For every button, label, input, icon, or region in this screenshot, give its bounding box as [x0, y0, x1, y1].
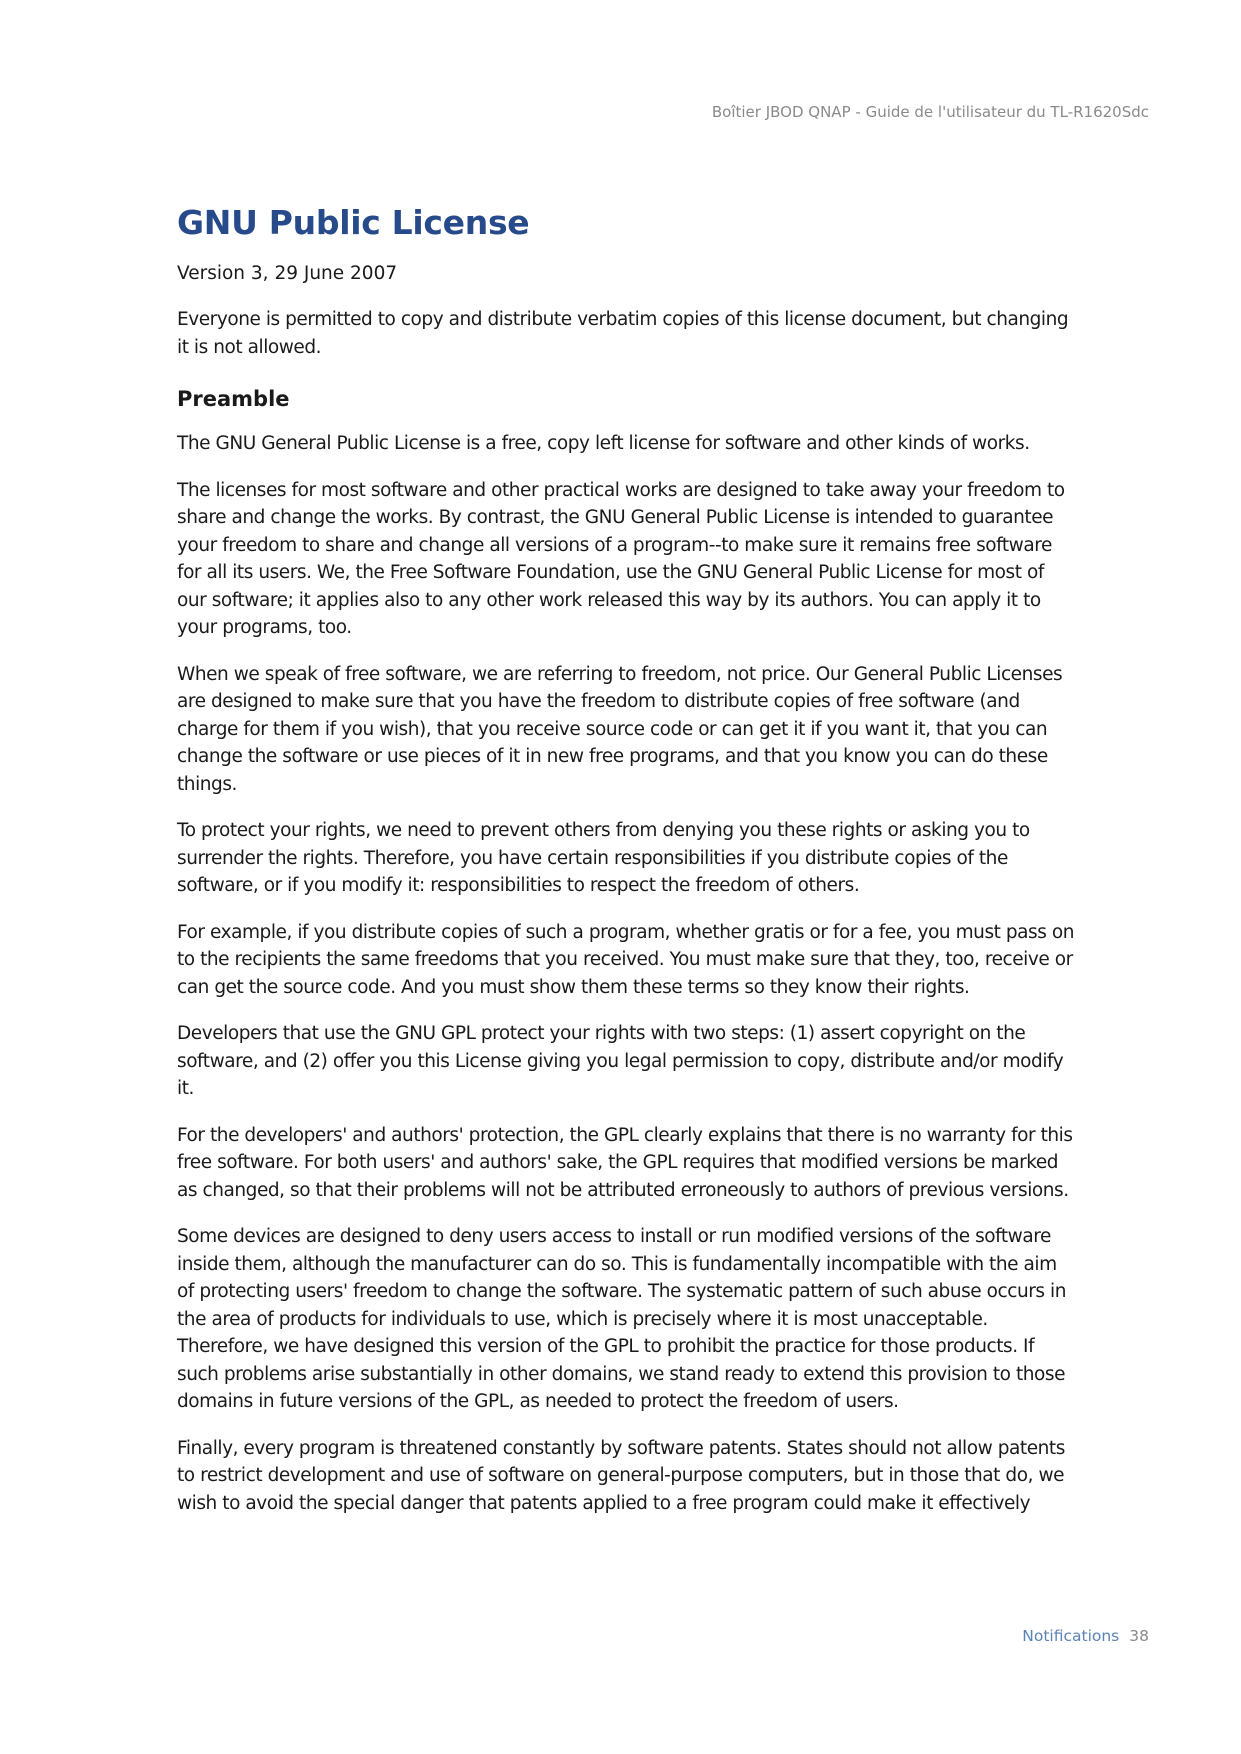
- intro-paragraph: Everyone is permitted to copy and distribute verbatim copies of this license document, but changing it is not allowed.: [177, 309, 1069, 358]
- preamble-paragraph: For the developers' and authors' protection, the GPL clearly explains that there is no warranty for this free software. For both users' and authors' sake, the GPL requires that modified versions be marked as changed, so that their problems will not be attributed erroneously to authors of previous versions.: [177, 1124, 1073, 1201]
- section-heading-preamble: Preamble: [177, 387, 290, 411]
- footer-section-link[interactable]: Notifications: [1022, 1627, 1120, 1645]
- document-title: GNU Public License: [177, 203, 530, 242]
- license-version: Version 3, 29 June 2007: [177, 263, 398, 284]
- preamble-paragraph: The GNU General Public License is a free, copy left license for software and other kinds of works.: [177, 433, 1030, 454]
- running-footer: [1022, 1627, 1149, 1645]
- page-content: [177, 200, 1077, 1517]
- preamble-paragraph: The licenses for most software and other practical works are designed to take away your freedom to share and change the works. By contrast, the GNU General Public License is intended to guarantee your freedom to share and change all versions of a program--to make sure it remains free software for all its users. We, the Free Software Foundation, use the GNU General Public License for most of our software; it applies also to any other work released this way by its authors. You can apply it to your programs, too.: [177, 479, 1065, 638]
- preamble-paragraph: Developers that use the GNU GPL protect your rights with two steps: (1) assert copyright on the software, and (2) offer you this License giving you legal permission to copy, distribute and/or modify it.: [177, 1023, 1064, 1099]
- preamble-paragraph: Finally, every program is threatened constantly by software patents. States should not allow patents to restrict development and use of software on general-purpose computers, but in those that do, we wish to avoid the special danger that patents applied to a free program could make it effectively: [177, 1437, 1065, 1514]
- preamble-paragraph: To protect your rights, we need to prevent others from denying you these rights or asking you to surrender the rights. Therefore, you have certain responsibilities if you distribute copies of the software, or if you modify it: responsibilities to respect the freedom of others.: [177, 820, 1030, 896]
- preamble-paragraph: When we speak of free software, we are referring to freedom, not price. Our General Public Licenses are designed to make sure that you have the freedom to distribute copies of free software (and charge for them if you wish), that you receive source code or can get it if you want it, that you can change the software or use pieces of it in new free programs, and that you know you can do these things.: [177, 663, 1063, 795]
- preamble-paragraph: For example, if you distribute copies of such a program, whether gratis or for a fee, you must pass on to the recipients the same freedoms that you received. You must make sure that they, too, receive or can get the source code. And you must show them these terms so they know their rights.: [177, 921, 1074, 998]
- preamble-paragraph: Some devices are designed to deny users access to install or run modified versions of the software inside them, although the manufacturer can do so. This is fundamentally incompatible with the aim of protecting users' freedom to change the software. The systematic pattern of such abuse occurs in the area of products for individuals to use, which is precisely where it is most unacceptable. Therefore, we have designed this version of the GPL to prohibit the practice for those products. If such problems arise substantially in other domains, we stand ready to extend this provision to those domains in future versions of the GPL, as needed to protect the freedom of users.: [177, 1226, 1066, 1412]
- page-number: 38: [1129, 1627, 1149, 1645]
- running-header: Boîtier JBOD QNAP - Guide de l'utilisateur du TL-R1620Sdc: [711, 103, 1149, 121]
